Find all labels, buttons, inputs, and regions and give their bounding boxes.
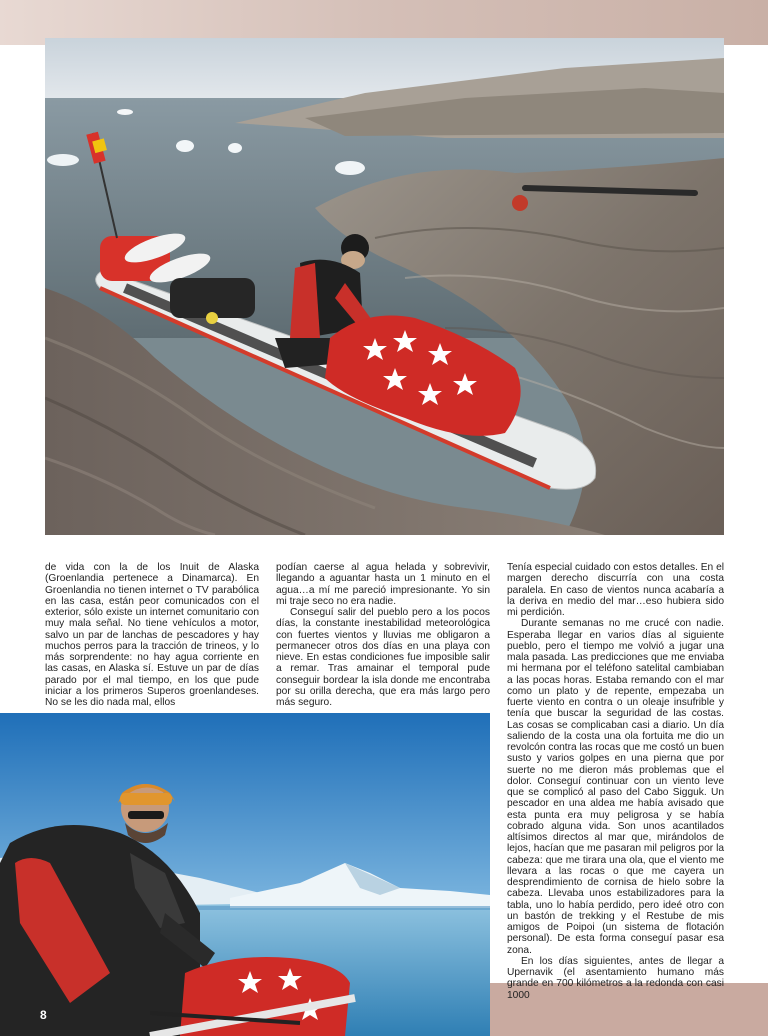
article-column-2 (276, 562, 490, 708)
article-paragraph: Conseguí salir del pueblo pero a los pocos días, la constante inestabilidad meteorológica con fuertes vientos y lluvias me obligaron a permanecer otros dos días en una playa con nieve. En estas condiciones fue imposible salir a remar. Tras amainar el temporal pude conseguir bordear la isla donde me encontraba por su orilla derecha, que era más largo pero más seguro. (276, 607, 490, 708)
page-number: 8 (40, 1008, 47, 1022)
article-paragraph: Durante semanas no me crucé con nadie. Esperaba llegar en varios días al siguiente pueblo, pero el tiempo me volvió a jugar una mala pasada. Las predicciones que me enviaba mi hermana por el teléfono satelital cambiaban a las pocas horas. Estaba remando con el mar como un plato y de repente, empezaba un fuerte viento en contra o un oleaje insufrible y tenía que buscar la seguridad de las costas. Las cosas se complicaban casi a diario. Un día saliendo de la costa una ola fortuita me dio un revolcón contra las rocas que me costó un buen susto y varios golpes en una pierna que por suerte no me dieron más problemas que el dolor. Conseguí continuar con un viento leve que se complicó al paso del Cabo Sigguk. Un pescador en una aldea me había avisado que esta punta era muy peligrosa y se había cobrado alguna vida. Son unos acantilados altísimos directos al mar que, mirándolos de lejos, hacían que me pasaran mil peligros por la cabeza: que me tirara una ola, que el viento me llevara a las rocas o que me cayera un desprendimiento de cornisa de hielo sobre la cabeza. Llevaba unos estabilizadores para la tabla, uno lo había perdido, pero ideé otro con un bastón de trekking y el Restube de mis amigos de Poipoi (un sistema de flotación personal). De esta forma conseguí pasar esa zona. (507, 618, 724, 956)
paddleboard-on-rocks-photo (45, 38, 724, 535)
article-paragraph: podían caerse al agua helada y sobrevivir, llegando a aguantar hasta un 1 minuto en el agua…a mí me pareció impresionante. Yo sin mi traje seco no era nadie. (276, 562, 490, 607)
article-column-1 (45, 562, 259, 708)
article-paragraph: Tenía especial cuidado con estos detalles. En el margen derecho discurría con una costa paralela. En caso de vientos nunca acabaría a la deriva en medio del mar…eso hubiera sido mi perdición. (507, 562, 724, 618)
article-paragraph: En los días siguientes, antes de llegar a Upernavik (el asentamiento humano más grande en 700 kilómetros a la redonda con casi 1000 (507, 955, 724, 1001)
paddler-portrait-photo (0, 713, 490, 1036)
article-column-3 (507, 562, 724, 1001)
article-paragraph: de vida con la de los Inuit de Alaska (Groenlandia pertenece a Dinamarca). En Groenlandia no tienen internet o TV parabólica en las casa, están peor comunicados con el exterior, sólo existe un internet comunitario con muy mala señal. No tiene vehículos a motor, salvo un par de lanchas de pescadores y hay muchos perros para la tracción de trineos, y lo más sorprendente: no hay agua corriente en las casas, en Alaska sí. Estuve un par de días parado por el mal tiempo, en los que pude iniciar a los primeros Superos groenlandeses. No se les dio nada mal, ellos (45, 562, 259, 708)
